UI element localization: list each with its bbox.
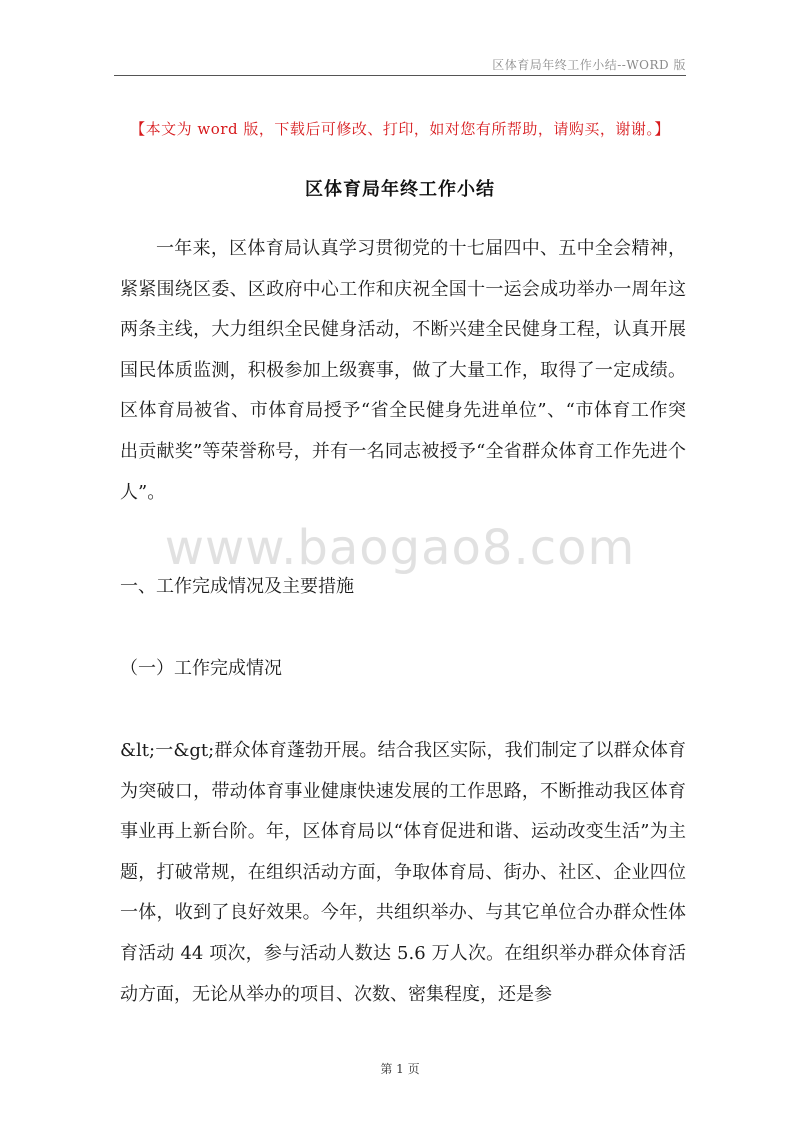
purchase-notice: 【本文为 word 版，下载后可修改、打印，如对您有所帮助，请购买，谢谢。】 [130, 120, 670, 138]
document-title: 区体育局年终工作小结 [305, 179, 495, 200]
subsection-heading: （一）工作完成情况 [120, 658, 282, 679]
section-heading: 一、工作完成情况及主要措施 [120, 576, 354, 597]
header-divider [114, 75, 686, 76]
intro-paragraph: 一年来，区体育局认真学习贯彻党的十七届四中、五中全会精神，紧紧围绕区委、区政府中心工作和庆祝全国十一运会成功举办一周年这两条主线，大力组织全民健身活动，不断兴建全民健身工程，认真开展国民体质监测，积极参加上级赛事，做了大量工作，取得了一定成绩。区体育局被省、市体育局授予“省全民健身先进单位”、“市体育工作突出贡献奖”等荣誉称号，并有一名同志被授予“全省群众体育工作先进个人”。 [120, 238, 686, 503]
page-number: 第 1 页 [380, 1062, 420, 1076]
body-paragraph: &lt;一&gt;群众体育蓬勃开展。结合我区实际，我们制定了以群众体育为突破口，带动体育事业健康快速发展的工作思路，不断推动我区体育事业再上新台阶。年，区体育局以“体育促进和谐、运动改变生活”为主题，打破常规，在组织活动方面，争取体育局、街办、社区、企业四位一体，收到了良好效果。今年，共组织举办、与其它单位合办群众性体育活动 44 项次，参与活动人数达 5.6 万人次。在组织举办群众体育活动方面，无论从举办的项目、次数、密集程度，还是参 [120, 740, 686, 1005]
running-header: 区体育局年终工作小结--WORD 版 [492, 58, 686, 72]
site-watermark: www.baogao8.com [164, 520, 636, 576]
